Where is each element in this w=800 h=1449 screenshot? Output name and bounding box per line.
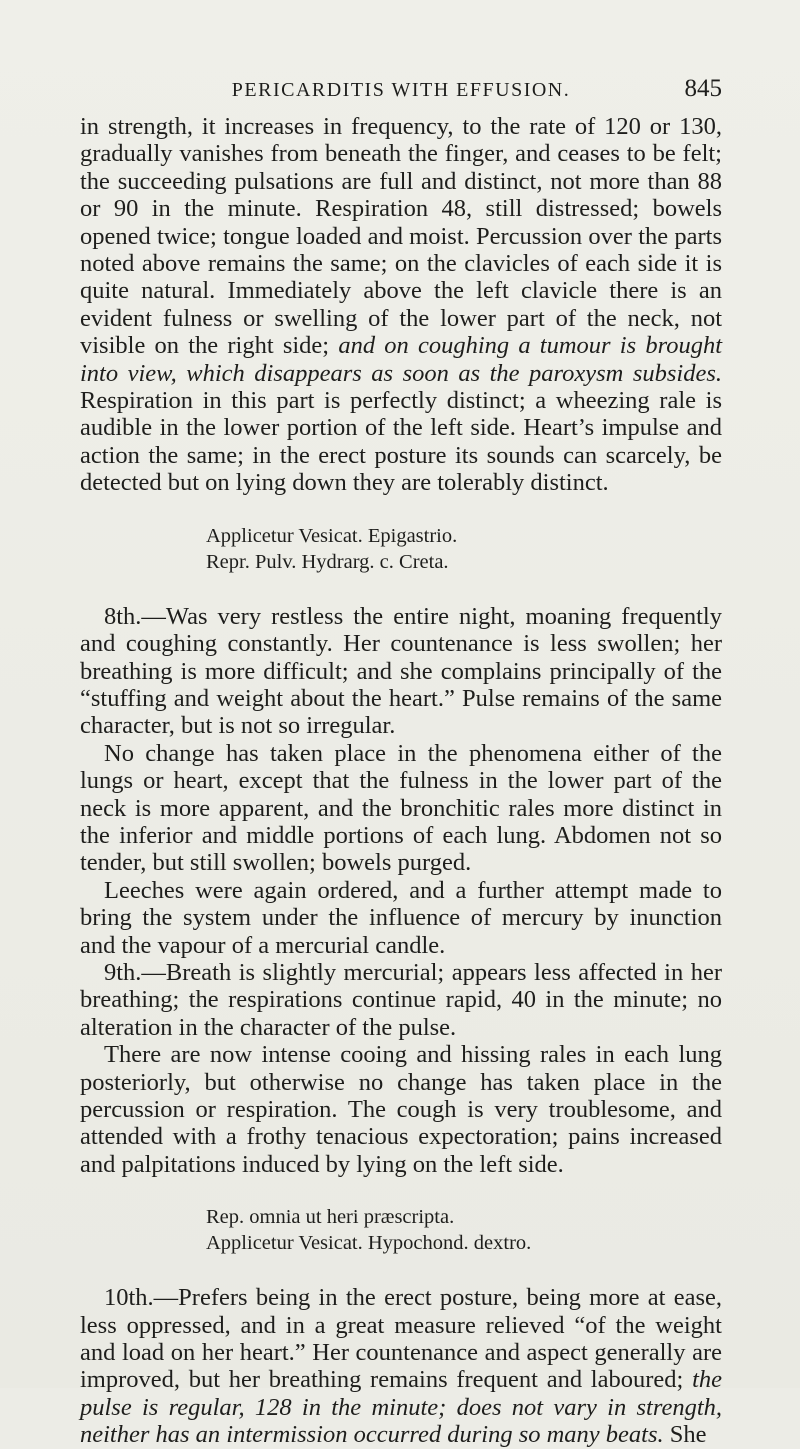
paragraph: Leeches were again ordered, and a further attempt made to bring the system under the influence of mercury by inunction and the vapour of a mercurial candle.: [80, 876, 722, 959]
paragraph: There are now intense cooing and hissing rales in each lung posteriorly, but otherwise no change has taken place in the percussion or respiration. The cough is very troublesome, and attended with a frothy tenacious expectoration; pains increased and palpitations induced by lying on the left side.: [80, 1041, 722, 1178]
prescription-line: Applicetur Vesicat. Epigastrio.: [206, 524, 458, 547]
running-head: [80, 0, 722, 102]
paragraph-8th: 8th.—Was very restless the entire night, moaning frequently and coughing constantly. Her countenance is less swollen; her breathing is more difficult; and she complains principally of the “stuffing and weight about the heart.” Pulse remains of the same character, but is not so irregular.: [80, 602, 722, 740]
page-number: 845: [684, 75, 722, 102]
prescription-block: [206, 523, 722, 575]
paragraph-text: in strength, it increases in frequency, to the rate of 120 or 130, gradually vanishes from beneath the finger, and ceases to be felt; the succeeding pulsations are full and distinct, not more than 88 or 90 in the minute. Respiration 48, still distressed; bowels opened twice; tongue loaded and moist. Percussion over the parts noted above remains the same; on the clavicles of each side it is quite natural. Immediately above the left clavicle there is an evident fulness or swelling of the lower part of the neck, not visible on the right side;: [80, 113, 722, 360]
paragraph-10th: [80, 1284, 722, 1448]
italic-passage: and on coughing a tumour is brought into view, which disappears as soon as the paroxysm subsides.: [80, 332, 722, 387]
italic-passage: the pulse is regular, 128 in the minute; does not vary in strength, neither has an intermission occurred during so many beats.: [80, 1366, 722, 1449]
paragraph-text: Respiration in this part is perfectly distinct; a wheezing rale is audible in the lower portion of the left side. Heart’s impulse and action the same; in the erect posture its sounds can scarcely, be detected but on lying down they are tolerably distinct.: [80, 387, 722, 497]
prescription-block: [206, 1204, 722, 1256]
paragraph: No change has taken place in the phenomena either of the lungs or heart, except that the fulness in the lower part of the neck is more apparent, and the bronchitic rales more distinct in the inferior and middle portions of each lung. Abdomen not so tender, but still swollen; bowels purged.: [80, 739, 722, 877]
prescription-line: Repr. Pulv. Hydrarg. c. Creta.: [206, 550, 449, 573]
prescription-line: Rep. omnia ut heri præscripta.: [206, 1206, 455, 1229]
running-title: PERICARDITIS WITH EFFUSION.: [231, 79, 571, 101]
paragraph-text: She: [663, 1421, 707, 1449]
prescription-line: Applicetur Vesicat. Hypochond. dextro.: [206, 1232, 532, 1255]
body-text: [80, 113, 722, 1449]
paragraph-9th: 9th.—Breath is slightly mercurial; appears less affected in her breathing; the respirations continue rapid, 40 in the minute; no alteration in the character of the pulse.: [80, 958, 722, 1041]
paragraph-text: 10th.—Prefers being in the erect posture, being more at ease, less oppressed, and in a great measure relieved “of the weight and load on her heart.” Her countenance and aspect generally are improved, but her breathing remains frequent and laboured;: [80, 1284, 722, 1394]
paragraph-continued: [80, 113, 722, 497]
